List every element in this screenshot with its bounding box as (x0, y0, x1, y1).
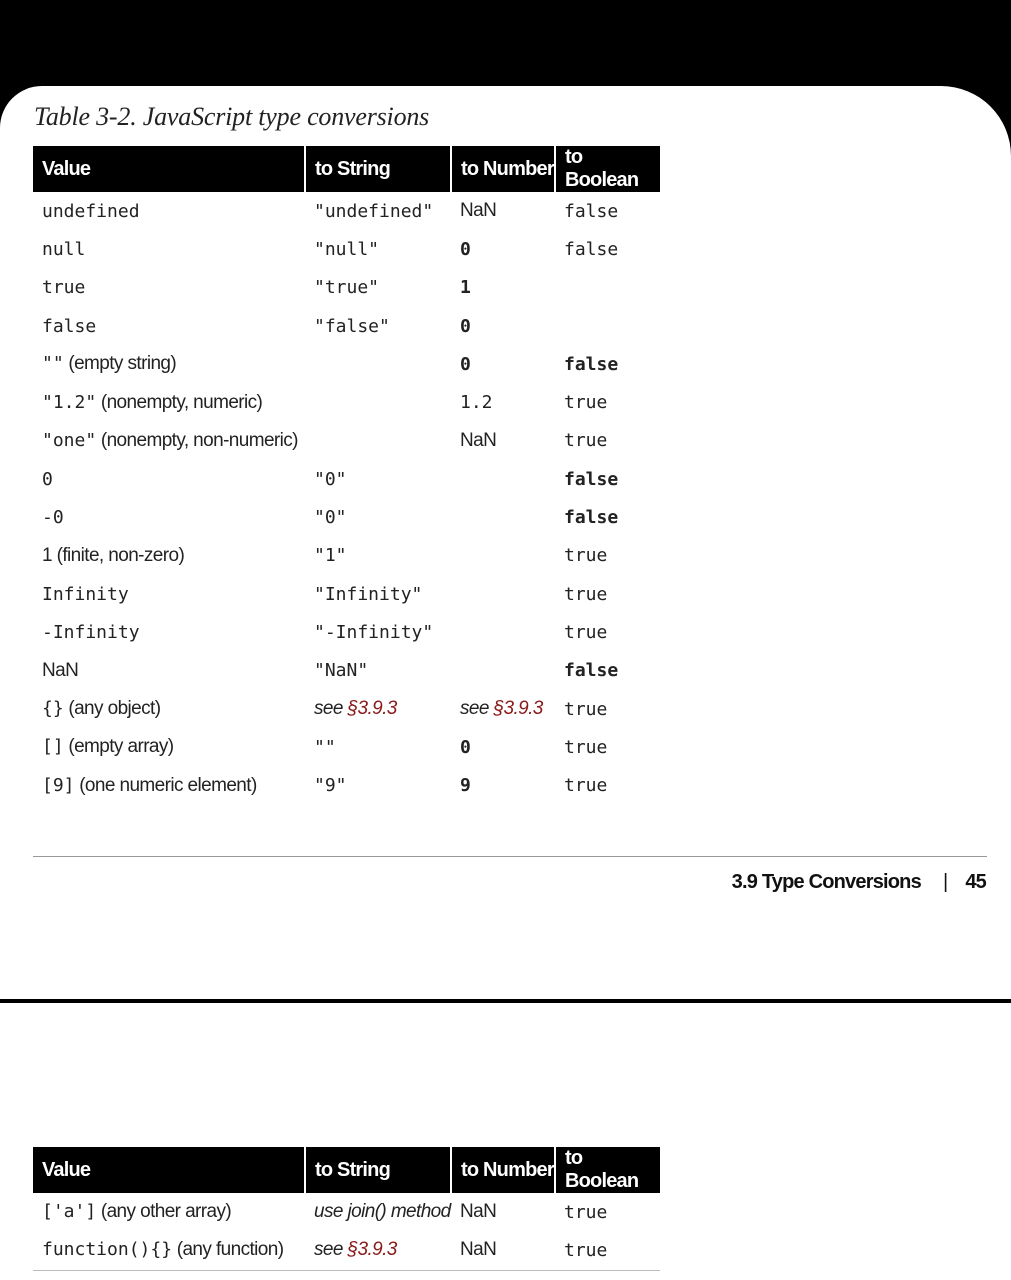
to-boolean-cell: false (564, 468, 619, 490)
table-row (33, 498, 660, 536)
table-row (33, 345, 660, 383)
footer-section-title: 3.9 Type Conversions (731, 871, 921, 893)
to-boolean-cell: true (564, 583, 608, 605)
to-number-cell: 9 (460, 775, 471, 797)
to-string-cell (305, 383, 451, 421)
to-string-cell: "" (314, 736, 336, 758)
to-number-cell (451, 575, 555, 613)
to-string-cell (305, 422, 451, 460)
to-number-cell (451, 613, 555, 651)
table-row (33, 422, 660, 460)
to-boolean-cell: true (555, 1231, 660, 1270)
value-cell (33, 383, 305, 421)
footer-separator: | (942, 871, 948, 893)
header-to-boolean: to Boolean (555, 1147, 660, 1193)
value-code: [9] (42, 774, 75, 796)
to-number-cell (451, 498, 555, 536)
value-cell: true (42, 277, 86, 299)
value-code: {} (42, 698, 64, 719)
value-code: "one" (42, 429, 97, 451)
to-number-cell: 0 (460, 736, 471, 758)
to-number-cell: NaN (460, 1201, 497, 1223)
value-code: function(){} (42, 1239, 173, 1261)
value-cell (33, 1231, 305, 1270)
to-number-cell: 1.2 (460, 392, 493, 414)
table-row (33, 766, 660, 804)
to-string-cell: "9" (314, 775, 347, 797)
value-cell: NaN (42, 659, 79, 681)
footer-rule (33, 856, 987, 857)
table-row (33, 307, 660, 345)
value-cell (33, 728, 305, 766)
type-conversion-table-continued (33, 1147, 660, 1271)
table-row (33, 192, 660, 230)
to-boolean-cell: false (564, 238, 619, 260)
value-note: (any function) (172, 1239, 284, 1261)
to-number-cell (451, 690, 555, 728)
table-row (33, 728, 660, 766)
value-code: "" (42, 353, 64, 375)
table-row (33, 269, 660, 307)
to-string-cell: "true" (314, 277, 380, 299)
value-cell: false (42, 315, 97, 337)
to-boolean-cell: true (564, 430, 608, 452)
to-string-cell: "false" (314, 315, 390, 337)
table-row (33, 652, 660, 690)
table-row (33, 613, 660, 651)
to-string-cell (305, 345, 451, 383)
value-cell (33, 422, 305, 460)
value-note: (empty array) (63, 736, 174, 758)
to-boolean-cell: true (564, 392, 608, 414)
value-note: (any object) (63, 698, 161, 719)
see-text: see (314, 698, 348, 719)
to-string-cell: "0" (314, 468, 347, 490)
to-string-cell: "null" (314, 238, 380, 260)
to-number-cell (451, 460, 555, 498)
table-header-row (33, 146, 660, 192)
type-conversion-table (33, 146, 660, 805)
to-number-cell: 1 (460, 277, 471, 299)
value-cell (33, 690, 305, 728)
to-number-cell: NaN (460, 429, 497, 451)
value-cell: Infinity (42, 583, 129, 605)
to-number-cell: NaN (451, 1231, 555, 1270)
to-string-cell (305, 690, 451, 728)
value-note: (any other array) (96, 1201, 232, 1223)
see-text: see (460, 698, 494, 719)
header-to-string: to String (305, 1147, 451, 1193)
to-boolean-cell (555, 307, 660, 345)
value-cell (33, 1193, 305, 1231)
table-row (33, 460, 660, 498)
to-boolean-cell: false (564, 660, 619, 682)
value-cell: 1 (finite, non-zero) (42, 544, 185, 566)
value-cell: -Infinity (42, 621, 140, 643)
to-number-cell (451, 537, 555, 575)
table-row (33, 1193, 660, 1231)
to-string-cell: "undefined" (314, 200, 434, 222)
value-note: (one numeric element) (74, 774, 257, 796)
to-boolean-cell: true (564, 621, 608, 643)
page-number: 45 (965, 871, 986, 893)
to-boolean-cell: true (564, 1201, 608, 1223)
table-row (33, 690, 660, 728)
header-to-boolean: to Boolean (555, 146, 660, 192)
to-number-cell (451, 652, 555, 690)
table-row (33, 230, 660, 268)
table-caption: Table 3-2. JavaScript type conversions (34, 102, 430, 131)
to-boolean-cell: true (564, 545, 608, 567)
to-boolean-cell (555, 269, 660, 307)
value-cell (33, 766, 305, 804)
value-note: (nonempty, numeric) (96, 391, 263, 413)
table-row (33, 575, 660, 613)
page-footer (732, 871, 986, 894)
to-number-cell: NaN (460, 200, 497, 222)
section-link[interactable]: §3.9.3 (493, 698, 543, 719)
to-string-cell: "0" (314, 507, 347, 529)
to-boolean-cell: true (564, 736, 608, 758)
see-text: see (314, 1239, 348, 1261)
to-string-cell: "-Infinity" (314, 621, 434, 643)
header-value: Value (33, 1147, 305, 1193)
to-number-cell: 0 (460, 238, 471, 260)
table-row (33, 537, 660, 575)
to-boolean-cell: true (564, 698, 608, 720)
to-boolean-cell: false (564, 200, 619, 222)
value-code: "1.2" (42, 391, 97, 413)
next-page (0, 1003, 1011, 1280)
header-to-number: to Number (451, 146, 555, 192)
value-cell: -0 (42, 507, 64, 529)
to-number-cell: 0 (460, 315, 471, 337)
value-cell: null (42, 238, 86, 260)
book-page (0, 86, 1011, 999)
header-value: Value (33, 146, 305, 192)
table-row (33, 1231, 660, 1270)
to-boolean-cell: true (564, 775, 608, 797)
header-to-number: to Number (451, 1147, 555, 1193)
section-link[interactable]: §3.9.3 (347, 1239, 397, 1261)
header-to-string: to String (305, 146, 451, 192)
value-cell (33, 345, 305, 383)
value-code: ['a'] (42, 1201, 97, 1223)
value-code: [] (42, 736, 64, 758)
table-row (33, 383, 660, 421)
value-note: (nonempty, non-numeric) (96, 429, 298, 451)
value-note: (empty string) (63, 353, 177, 375)
value-cell: 0 (42, 468, 53, 490)
to-string-cell: "Infinity" (314, 583, 423, 605)
to-number-cell: 0 (460, 353, 471, 375)
to-string-cell: "NaN" (314, 660, 369, 682)
to-boolean-cell: false (564, 353, 619, 375)
table-header-row (33, 1147, 660, 1193)
to-string-cell: use join() method (314, 1201, 451, 1223)
to-boolean-cell: false (564, 507, 619, 529)
to-string-cell (305, 1231, 451, 1270)
section-link[interactable]: §3.9.3 (347, 698, 397, 719)
value-cell: undefined (42, 200, 140, 222)
to-string-cell: "1" (314, 545, 347, 567)
